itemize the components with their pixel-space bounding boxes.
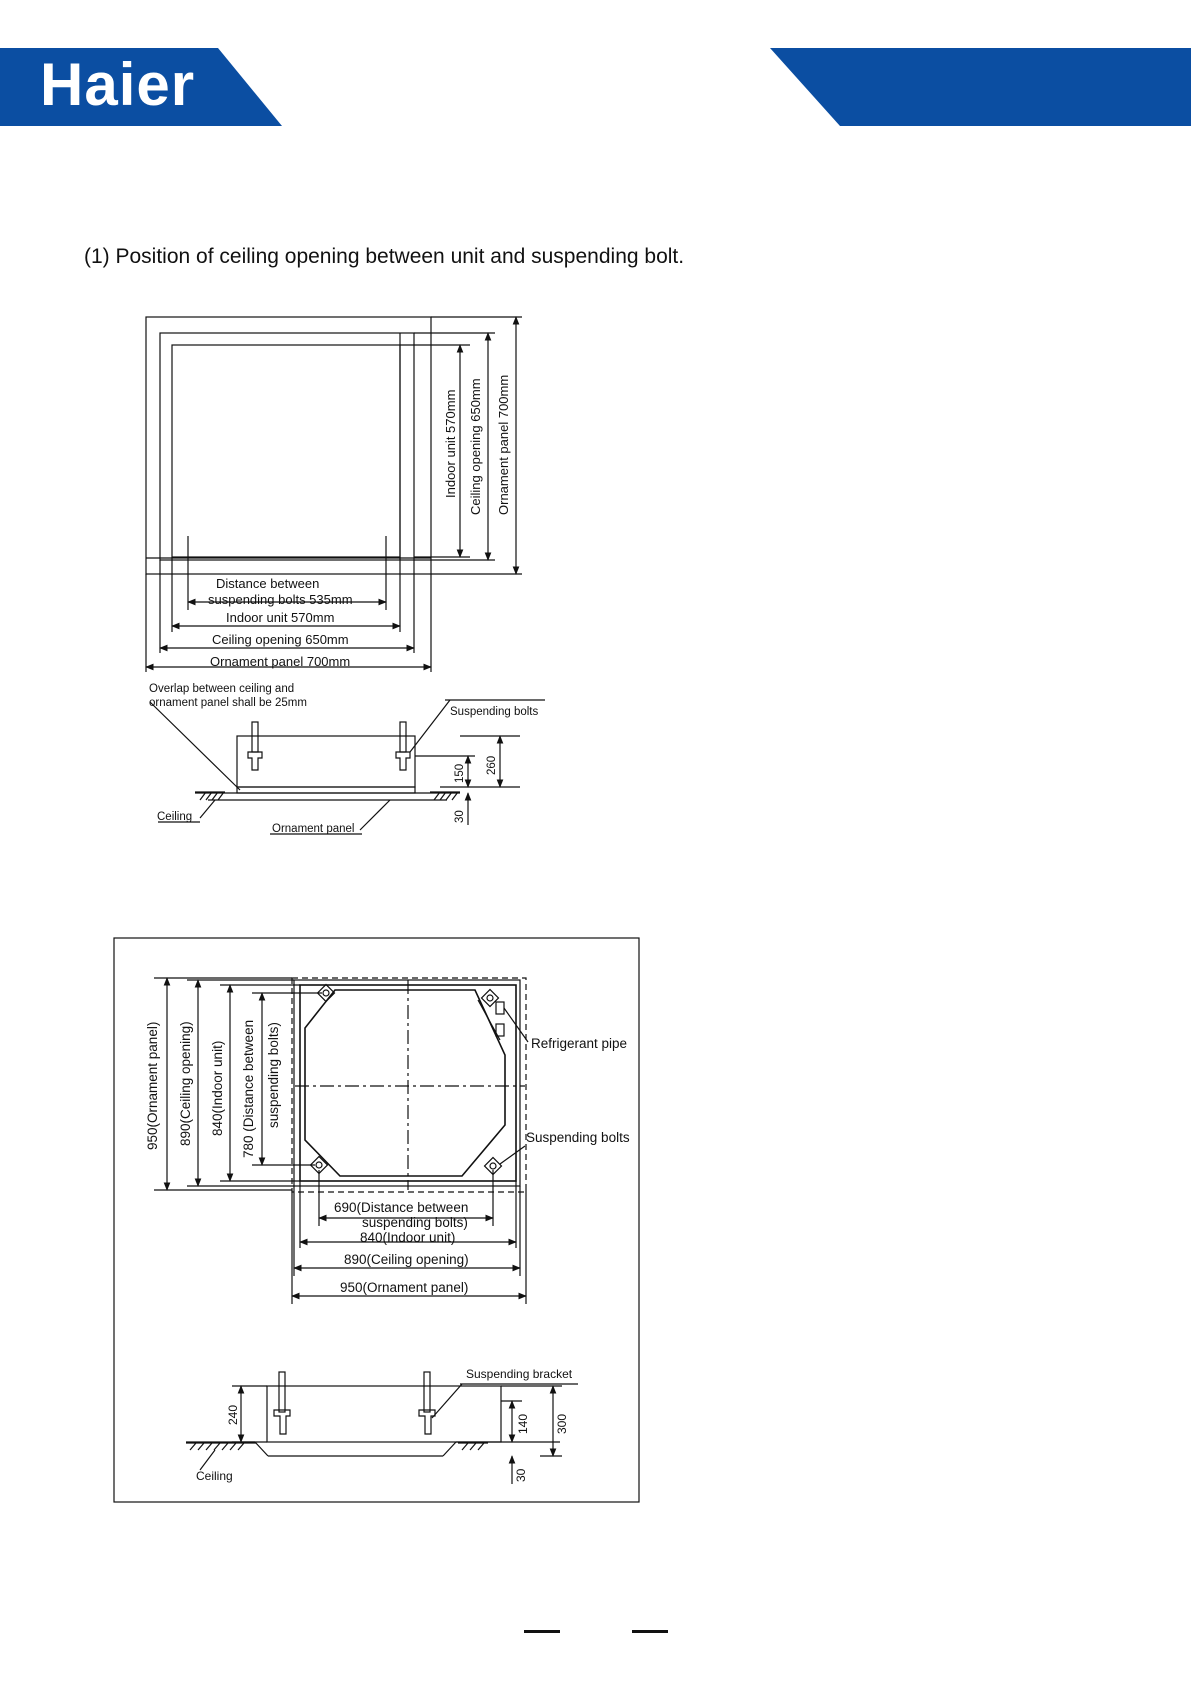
- dim-300: 300: [555, 1413, 569, 1434]
- ceiling-opening-outline: [294, 980, 520, 1186]
- dim-30: 30: [514, 1468, 528, 1482]
- h-bolts-label-1: Distance between: [216, 576, 320, 591]
- suspending-bolts-label: Suspending bolts: [526, 1130, 630, 1145]
- v-indoor-unit-label: 840(Indoor unit): [210, 1040, 225, 1136]
- dim-30: 30: [454, 810, 466, 823]
- dim-140: 140: [516, 1413, 530, 1434]
- overlap-label-1: Overlap between ceiling and: [149, 683, 295, 695]
- h-ornament-panel-label: Ornament panel 700mm: [210, 654, 351, 669]
- v-bolts-label-1: 780 (Distance between: [241, 1019, 256, 1158]
- h-ceiling-opening-label: Ceiling opening 650mm: [212, 632, 349, 647]
- v-ornament-panel-label: 950(Ornament panel): [145, 1021, 160, 1150]
- side-unit-body: [267, 1386, 501, 1442]
- v-ornament-panel-label: Ornament panel 700mm: [496, 374, 511, 515]
- haier-logo: Haier: [40, 51, 196, 118]
- v-ceiling-opening-label: Ceiling opening 650mm: [468, 378, 483, 515]
- dim-260: 260: [486, 755, 498, 775]
- suspending-bracket-label: Suspending bracket: [466, 1367, 573, 1381]
- h-bolts-label-1: 690(Distance between: [334, 1200, 469, 1215]
- overlap-label-2: ornament panel shall be 25mm: [149, 697, 307, 709]
- unit-body-octagon: [305, 990, 505, 1176]
- suspending-bolts-label: Suspending bolts: [450, 706, 539, 718]
- h-bolts-label-2: suspending bolts 535mm: [208, 592, 353, 607]
- h-ceiling-opening-label: 890(Ceiling opening): [344, 1252, 469, 1267]
- v-ceiling-opening-label: 890(Ceiling opening): [178, 1021, 193, 1146]
- ceiling-label: Ceiling: [157, 811, 193, 823]
- h-indoor-unit-label: 840(Indoor unit): [360, 1230, 456, 1245]
- h-ornament-panel-label: 950(Ornament panel): [340, 1280, 469, 1295]
- v-bolts-label-2: suspending bolts): [266, 1022, 281, 1128]
- footer-dash-left: [524, 1630, 560, 1633]
- section-heading: (1) Position of ceiling opening between unit and suspending bolt.: [84, 245, 685, 268]
- refrigerant-pipe-label: Refrigerant pipe: [531, 1036, 628, 1051]
- dim-150: 150: [454, 763, 466, 783]
- ornament-panel-label: Ornament panel: [272, 823, 355, 835]
- v-indoor-unit-label: Indoor unit 570mm: [443, 389, 458, 498]
- dim-240: 240: [226, 1404, 240, 1425]
- h-bolts-label-2: suspending bolts): [362, 1215, 468, 1230]
- footer-dash-right: [632, 1630, 668, 1633]
- h-indoor-unit-label: Indoor unit 570mm: [226, 610, 335, 625]
- ceiling-label: Ceiling: [196, 1469, 233, 1483]
